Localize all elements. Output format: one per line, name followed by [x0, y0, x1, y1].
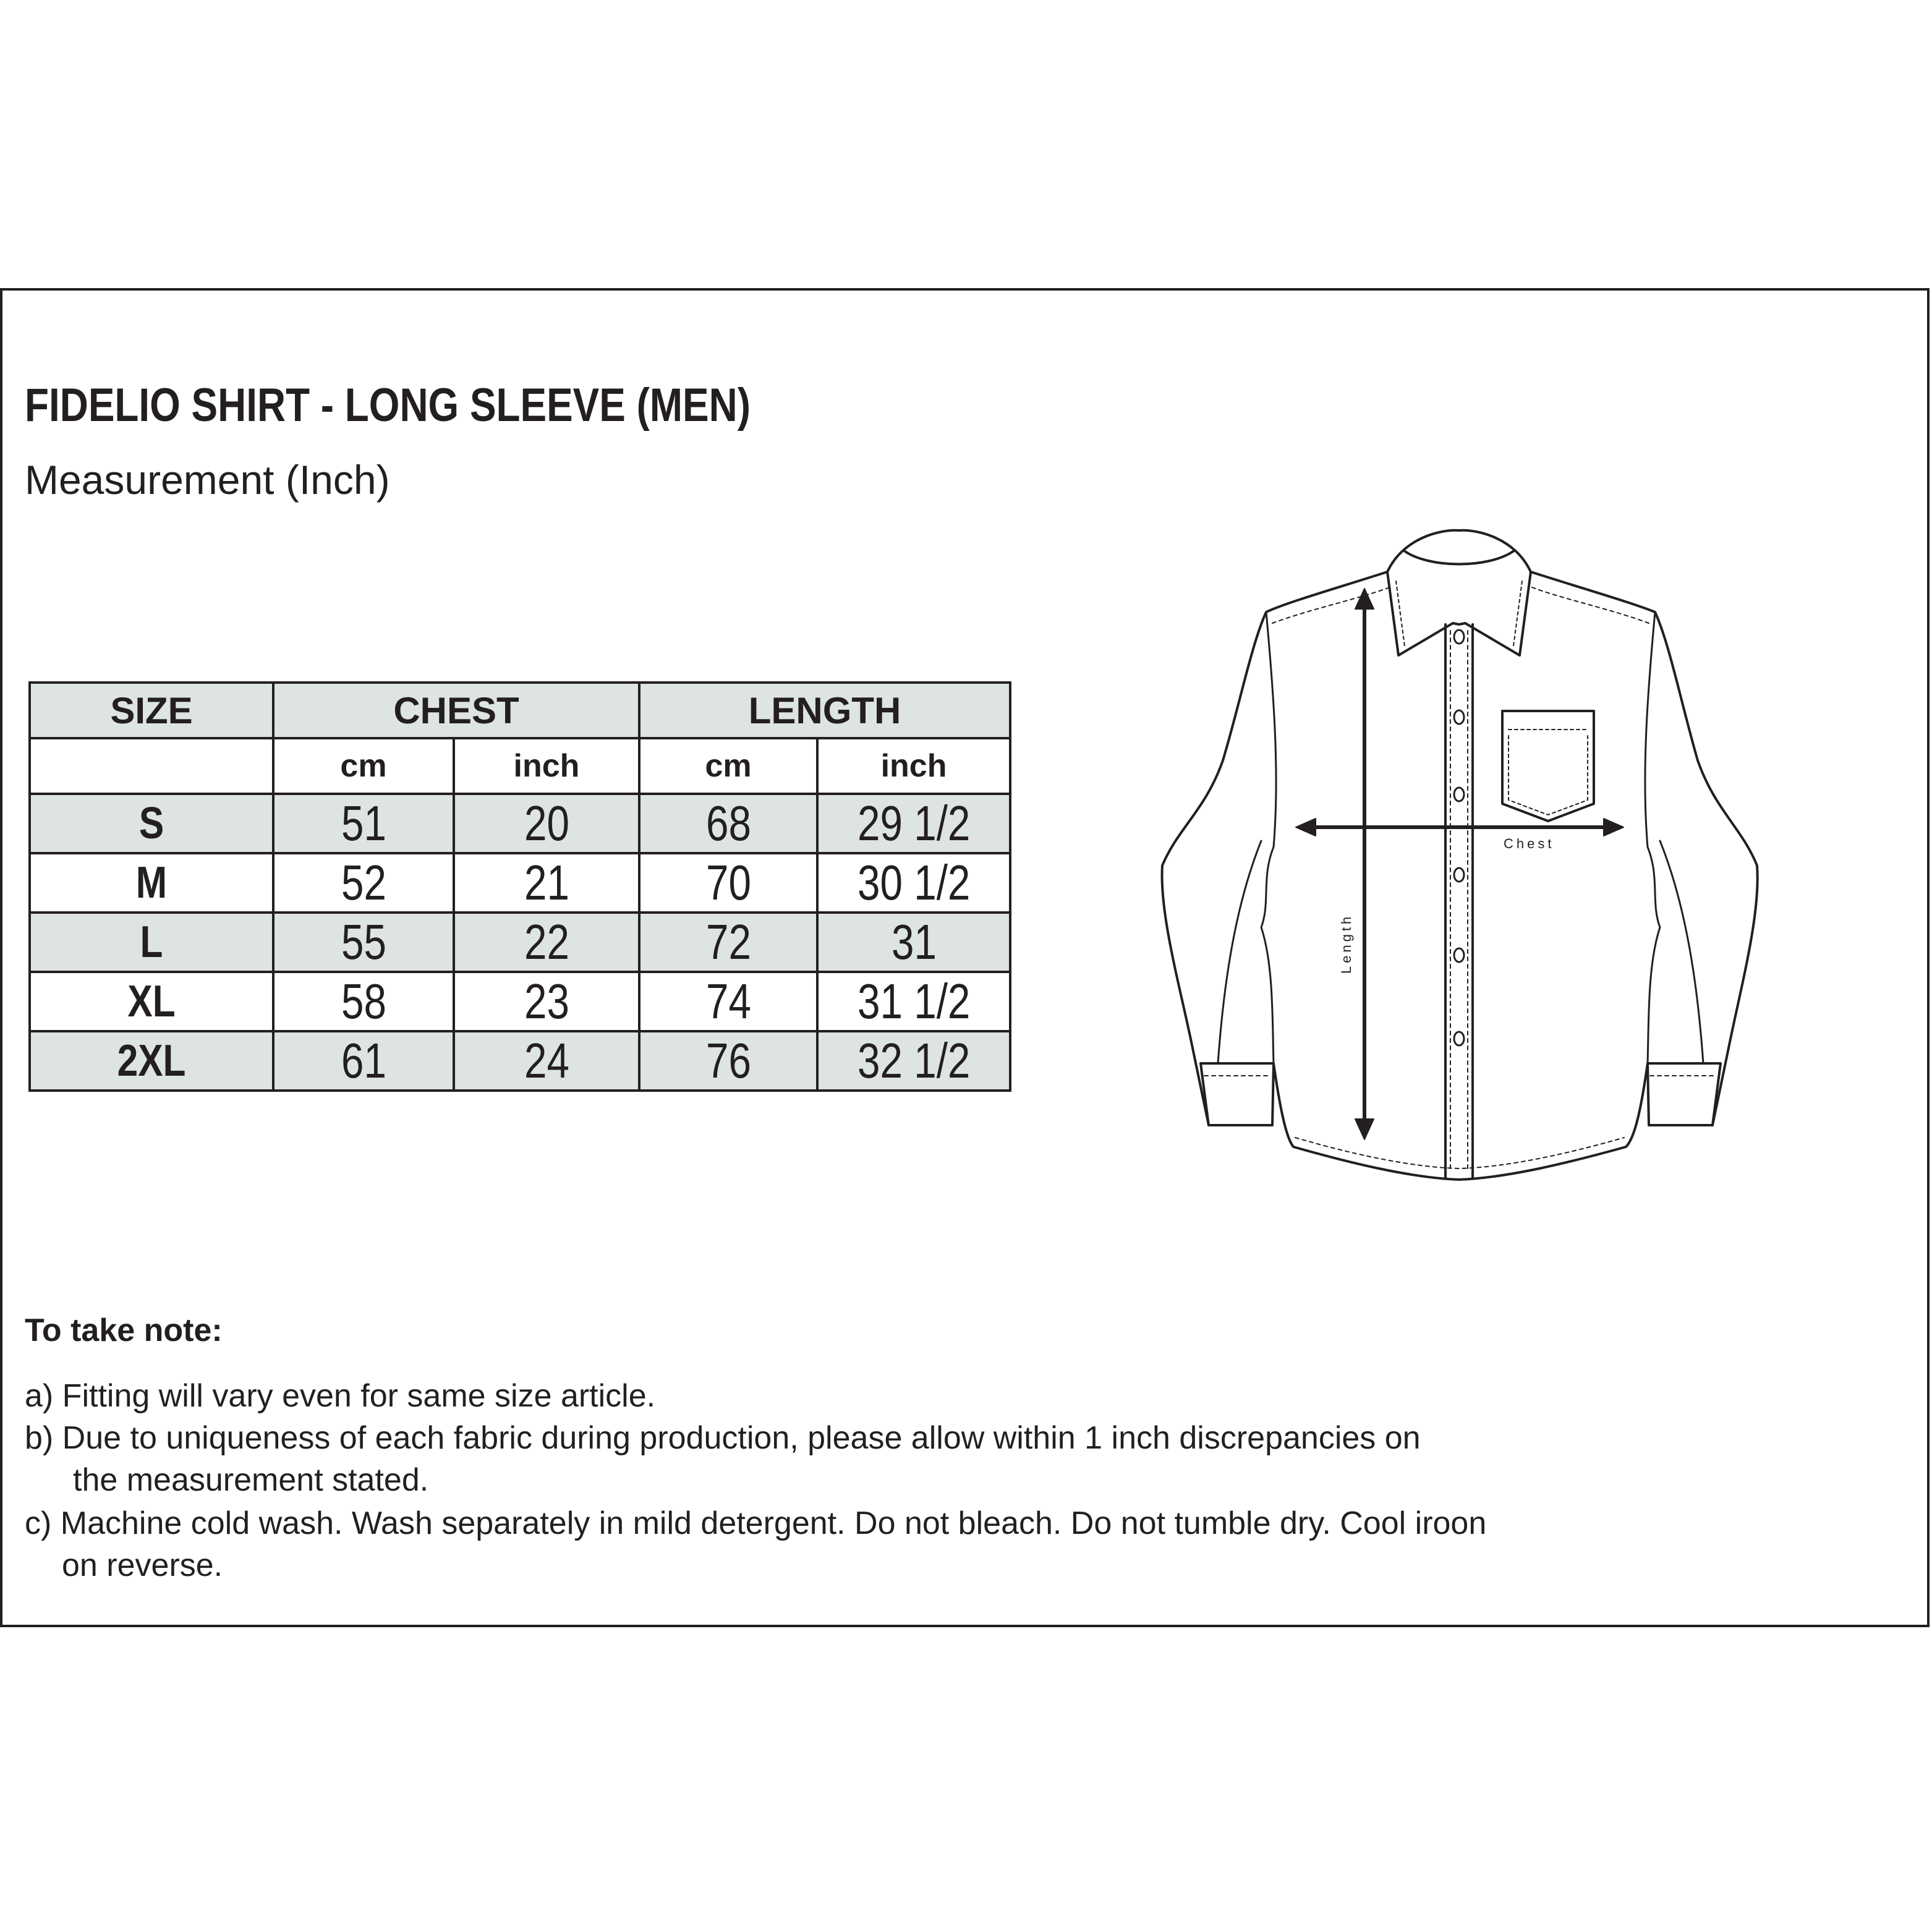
- row-chest-inch: 21: [524, 855, 569, 910]
- row-chest-cm: 61: [341, 1033, 386, 1088]
- header-size: SIZE: [30, 683, 273, 738]
- chest-arrow: [1296, 819, 1623, 836]
- row-length-cm: 70: [705, 855, 751, 910]
- shirt-pocket: [1502, 711, 1594, 821]
- header-chest-cm: cm: [273, 738, 454, 794]
- header-length: LENGTH: [639, 683, 1010, 738]
- shirt-right-armhole: [1645, 612, 1660, 1063]
- table-row: [30, 853, 1010, 913]
- row-size: S: [138, 799, 164, 848]
- note-c-line1: c) Machine cold wash. Wash separately in mild detergent. Do not bleach. Do not tumble dry. Cool iroon: [25, 1505, 1487, 1541]
- row-size: XL: [127, 977, 176, 1026]
- row-chest-inch: 20: [524, 796, 569, 851]
- note-b-line2: the measurement stated.: [73, 1462, 429, 1498]
- shirt-left-sleeve-inner: [1218, 841, 1261, 1063]
- header-length-inch: inch: [817, 738, 1010, 794]
- note-c-line2: on reverse.: [62, 1547, 223, 1583]
- chest-label: Chest: [1504, 836, 1555, 851]
- shirt-buttons: [1454, 630, 1464, 1045]
- shirt-right-cuff: [1648, 1063, 1721, 1125]
- row-size: M: [135, 858, 168, 908]
- shirt-placket: [1445, 624, 1473, 1178]
- table-row: [30, 1031, 1010, 1091]
- shirt-hem-stitching: [1295, 1138, 1624, 1168]
- row-length-cm: 72: [705, 914, 751, 969]
- shirt-right-sleeve-inner: [1660, 841, 1703, 1063]
- shirt-diagram-icon: [1150, 519, 1768, 1199]
- header-length-cm: cm: [639, 738, 817, 794]
- row-chest-inch: 23: [524, 974, 569, 1029]
- row-length-inch: 32 1/2: [857, 1033, 971, 1088]
- row-chest-cm: 58: [341, 974, 386, 1029]
- table-row: [30, 972, 1010, 1031]
- row-length-inch: 29 1/2: [857, 796, 971, 851]
- shirt-body-outline: [1162, 572, 1758, 1180]
- row-length-inch: 31: [891, 914, 937, 969]
- row-chest-cm: 55: [341, 914, 386, 969]
- row-length-cm: 74: [705, 974, 751, 1029]
- page-title: FIDELIO SHIRT - LONG SLEEVE (MEN): [25, 379, 751, 432]
- shirt-collar-stitching: [1396, 581, 1522, 646]
- row-chest-cm: 51: [341, 796, 386, 851]
- length-label: Length: [1338, 913, 1354, 974]
- header-chest-inch: inch: [454, 738, 639, 794]
- row-chest-inch: 22: [524, 914, 569, 969]
- shirt-pocket-stitching: [1509, 730, 1588, 815]
- table-header-row: [30, 683, 1010, 738]
- shirt-left-armhole: [1261, 612, 1276, 1063]
- row-chest-cm: 52: [341, 855, 386, 910]
- row-size: L: [140, 917, 163, 967]
- shirt-left-cuff: [1201, 1063, 1274, 1125]
- shirt-yoke: [1272, 587, 1649, 623]
- page-subtitle: Measurement (Inch): [25, 457, 390, 503]
- header-blank: [30, 738, 273, 794]
- row-length-inch: 30 1/2: [857, 855, 971, 910]
- note-b-line1: b) Due to uniqueness of each fabric during production, please allow within 1 inch discrepancies on: [25, 1420, 1421, 1456]
- size-table: [28, 681, 1011, 1092]
- row-chest-inch: 24: [524, 1033, 569, 1088]
- header-chest: CHEST: [273, 683, 639, 738]
- row-length-cm: 76: [705, 1033, 751, 1088]
- shirt-collar: [1387, 530, 1531, 655]
- table-row: [30, 913, 1010, 972]
- shirt-placket-stitching: [1450, 631, 1468, 1172]
- length-arrow: [1355, 589, 1374, 1139]
- row-size: 2XL: [117, 1036, 186, 1086]
- table-row: [30, 794, 1010, 853]
- notes-heading: To take note:: [25, 1313, 223, 1348]
- row-length-inch: 31 1/2: [857, 974, 971, 1029]
- note-a: a) Fitting will vary even for same size article.: [25, 1378, 656, 1414]
- row-length-cm: 68: [705, 796, 751, 851]
- table-unit-row: [30, 738, 1010, 794]
